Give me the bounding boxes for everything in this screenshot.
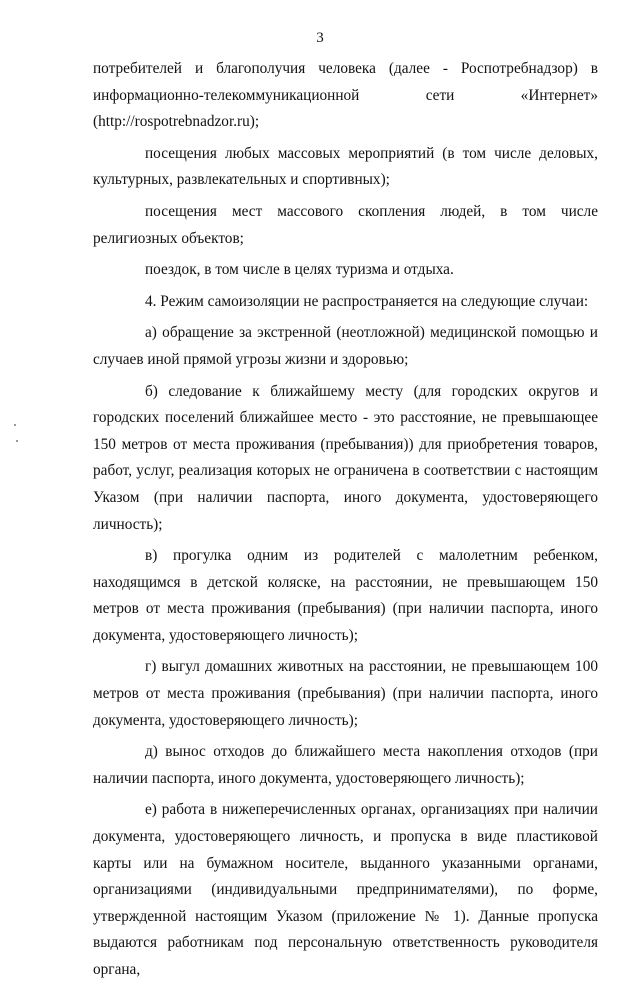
paragraph-item-e: е) работа в нижеперечисленных органах, организациях при наличии документа, удостоверяющего личность, и пропуска в виде пластиковой карты или на бумажном носителе, выданного указанными органами, организациями (индивидуальными предпринимателями), по форме, утвержденной настоящим Указом (приложение № 1). Данные пропуска выдаются работникам под персональную ответственность руководителя органа, xyxy=(93,801,598,978)
scan-speck xyxy=(16,440,18,442)
paragraph-mass-events: посещения любых массовых мероприятий (в том числе деловых, культурных, развлекательных и спортивных); xyxy=(93,144,598,189)
paragraph-section-4: 4. Режим самоизоляции не распространяется на следующие случаи: xyxy=(145,292,589,310)
paragraph-item-v: в) прогулка одним из родителей с малолетним ребенком, находящимся в детской коляске, на расстоянии, не превышающем 150 метров от места проживания (пребывания) (при наличии паспорта, иного документа, удостоверяющего личность); xyxy=(93,547,598,644)
paragraph-mass-gatherings: посещения мест массового скопления людей, в том числе религиозных объектов; xyxy=(93,202,598,247)
paragraph-item-g: г) выгул домашних животных на расстоянии, не превышающем 100 метров от места проживания (пребывания) (при наличии паспорта, иного документа, удостоверяющего личность); xyxy=(93,658,598,729)
paragraph-item-a: а) обращение за экстренной (неотложной) медицинской помощью и случаев иной прямой угрозы жизни и здоровью; xyxy=(93,324,598,368)
scan-speck xyxy=(14,424,16,426)
paragraph-continuation: потребителей и благополучия человека (далее - Роспотребнадзор) в информационно-телекоммуникационной сети «Интернет» (http://rospotrebnadzor.ru); xyxy=(93,60,598,131)
page-number: 3 xyxy=(316,30,324,46)
document-body xyxy=(93,56,598,989)
paragraph-trips: поездок, в том числе в целях туризма и отдыха. xyxy=(145,261,454,279)
paragraph-item-b: б) следование к ближайшему месту (для городских округов и городских поселений ближайшее место - это расстояние, не превышающее 150 метров от места проживания (пребывания)) для приобретения товаров, работ, услуг, реализация которых не ограничена в соответствии с настоящим Указом (при наличии паспорта, иного документа, удостоверяющего личность); xyxy=(93,382,598,533)
paragraph-item-d: д) вынос отходов до ближайшего места накопления отходов (при наличии паспорта, иного документа, удостоверяющего личность); xyxy=(93,743,598,787)
